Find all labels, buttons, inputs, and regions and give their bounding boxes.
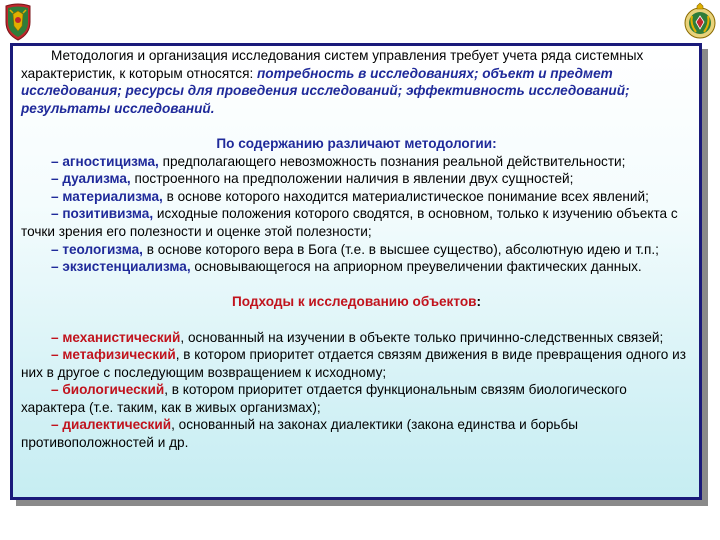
description: основывающегося на априорном преувеличении фактических данных. [190, 259, 642, 275]
intro-text: Методология и организация исследования систем управления требует учета ряда системных характеристик, к которым относятся: [21, 48, 644, 81]
list-item [21, 258, 692, 276]
description: в основе которого находится материалистическое понимание всех явлений; [162, 188, 649, 204]
list-item [21, 346, 692, 381]
description: исходные положения которого сводятся, в основном, только к изучению объекта с точки зрения его полезности и оценке этой полезности; [21, 206, 678, 239]
list-item [21, 241, 692, 259]
list-item [21, 381, 692, 416]
intro-paragraph [21, 47, 692, 117]
term: – материализма, [51, 188, 163, 204]
term: – биологический [51, 382, 165, 398]
list-item [21, 205, 692, 240]
description: , основанный на изучении в объекте только причинно-следственных связей; [180, 329, 664, 345]
term: – агностицизма, [51, 153, 159, 169]
description: предполагающего невозможность познания реальной действительности; [158, 153, 626, 169]
description: построенного на предположении наличия в явлении двух сущностей; [130, 171, 574, 187]
list-item [21, 329, 692, 347]
description: , в котором приоритет отдается связям движения в виде превращения одного из них в другое с последующим возвращением к исходному; [21, 347, 686, 380]
description: в основе которого вера в Бога (т.е. в высшее существо), абсолютную идею и т.п.; [142, 241, 659, 257]
coat-of-arms-emblem-icon [0, 2, 36, 42]
content-panel [10, 43, 702, 500]
intro-emphasis: потребность в исследованиях; объект и предмет исследования; ресурсы для проведения исследований; эффективность исследований; результаты исследований. [21, 65, 630, 116]
approaches-heading-text: Подходы к исследованию объектов [231, 294, 477, 310]
description: , основанный на законах диалектики (закона единства и борьбы противоположностей и др. [21, 417, 579, 451]
methodologies-heading: По содержанию различают методологии: [216, 135, 497, 151]
term: – диалектический [51, 417, 172, 433]
approaches-heading [21, 293, 692, 311]
list-item [21, 153, 692, 171]
term: – позитивизма, [51, 206, 154, 222]
list-item [21, 188, 692, 206]
term: – теологизма, [51, 241, 143, 257]
term: – экзистенциализма, [51, 259, 191, 275]
term: – дуализма, [51, 171, 131, 187]
description: , в котором приоритет отдается функциональным связям биологического характера (т.е. таким, как в живых организмах); [21, 382, 627, 415]
term: – метафизический [51, 347, 176, 363]
approaches-heading-colon: : [476, 294, 482, 310]
list-item [21, 170, 692, 188]
term: – механистический [51, 329, 181, 345]
circular-laurel-emblem-icon [682, 2, 718, 42]
list-item [21, 416, 692, 451]
